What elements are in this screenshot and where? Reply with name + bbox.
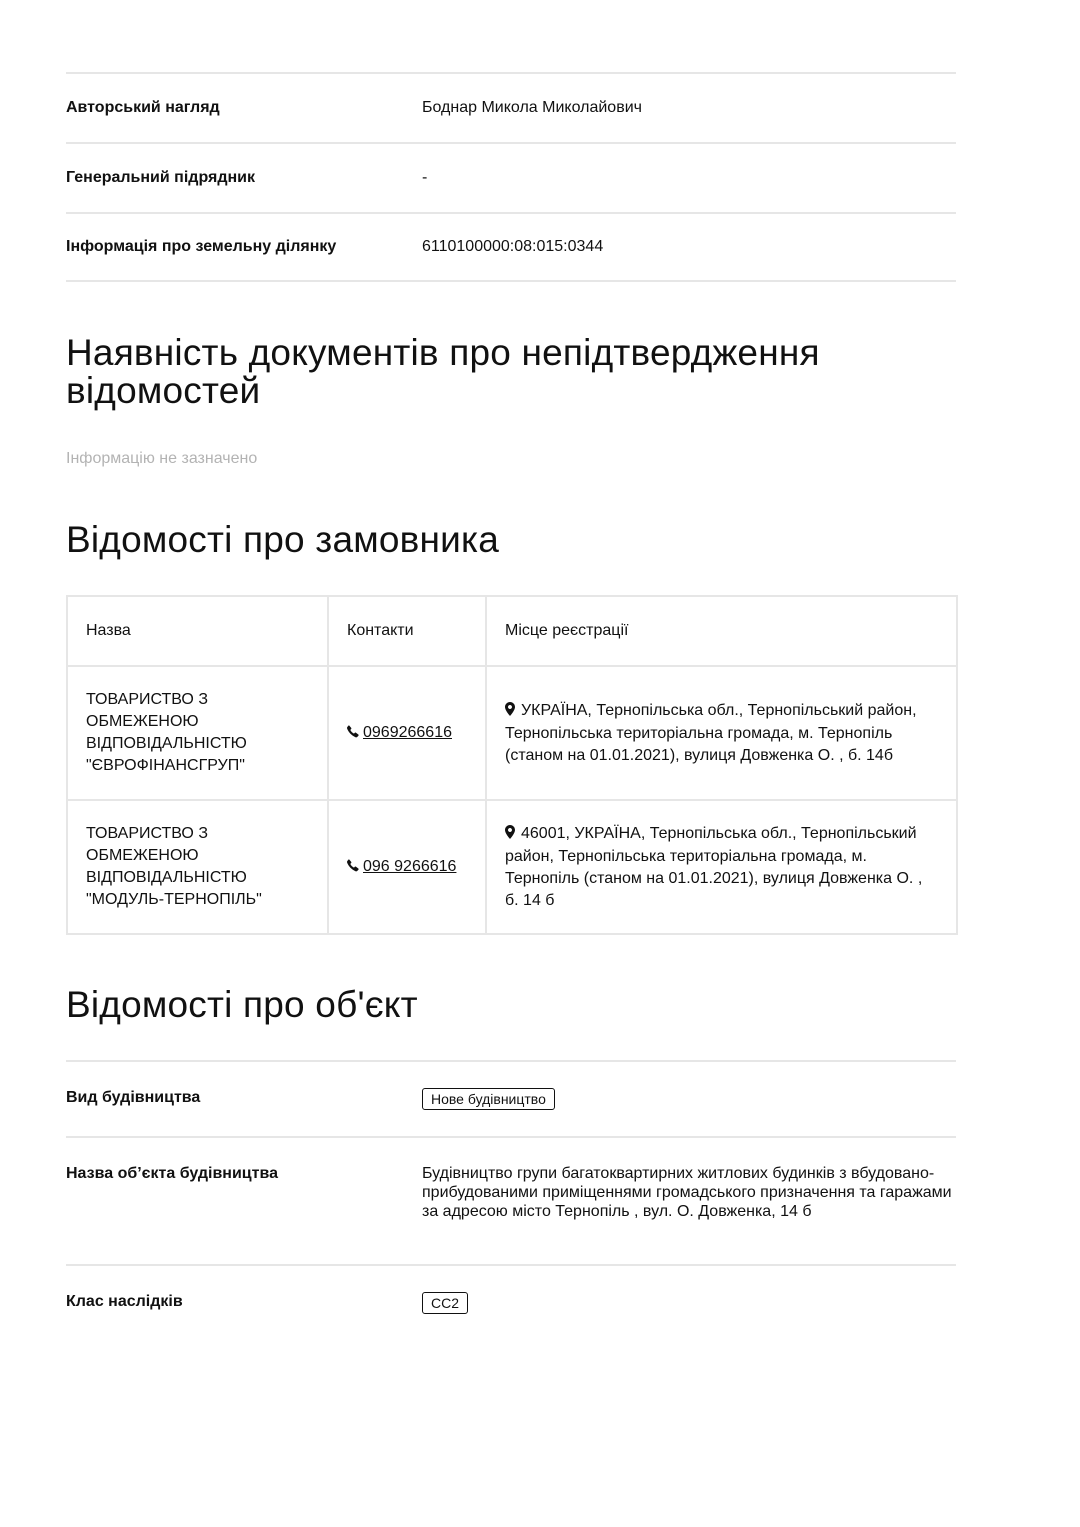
kv-row-construction-type [66, 1060, 956, 1136]
construction-type-badge: Нове будівництво [422, 1088, 555, 1110]
section-title-disclaimer: Наявність документів про непідтвердження відомостей [66, 332, 820, 411]
phone-link[interactable]: 0969266616 [363, 723, 452, 741]
phone-icon [347, 857, 359, 879]
kv-value [422, 1292, 956, 1314]
kv-label: Генеральний підрядник [66, 169, 255, 186]
column-header-registration: Місце реєстрації [486, 596, 957, 666]
map-marker-icon [505, 701, 517, 723]
table-row [67, 666, 957, 800]
section-title-customer: Відомості про замовника [66, 519, 499, 560]
kv-value: Будівництво групи багатоквартирних житлових будинків з вбудовано-прибудованими приміщеннями громадського призначення та гаражами за адресою місто Тернопіль , вул. О. Довженка, 14 б [422, 1165, 952, 1220]
customer-table [66, 595, 958, 935]
kv-value [422, 1088, 956, 1110]
object-details [66, 1060, 956, 1334]
column-header-name: Назва [67, 596, 328, 666]
table-header-row [67, 596, 957, 666]
kv-label: Клас наслідків [66, 1293, 183, 1310]
phone-icon [347, 723, 359, 745]
map-marker-icon [505, 824, 517, 846]
customer-name: ТОВАРИСТВО З ОБМЕЖЕНОЮ ВІДПОВІДАЛЬНІСТЮ "МОДУЛЬ-ТЕРНОПІЛЬ" [67, 800, 328, 934]
consequence-class-badge: СС2 [422, 1292, 468, 1314]
customer-name: ТОВАРИСТВО З ОБМЕЖЕНОЮ ВІДПОВІДАЛЬНІСТЮ "ЄВРОФІНАНСГРУП" [67, 666, 328, 800]
phone-link[interactable]: 096 9266616 [363, 857, 457, 875]
kv-label: Інформація про земельну ділянку [66, 238, 337, 255]
no-info-note: Інформацію не зазначено [66, 450, 258, 467]
participants-list [66, 72, 956, 282]
kv-row-general-contractor [66, 142, 956, 212]
kv-row-author-supervision [66, 72, 956, 142]
kv-value: Боднар Микола Миколайович [422, 99, 642, 116]
kv-label: Назва об’єкта будівництва [66, 1165, 278, 1182]
customer-address [486, 666, 957, 800]
kv-value: - [422, 169, 428, 186]
customer-address [486, 800, 957, 934]
kv-label: Авторський нагляд [66, 99, 220, 116]
customer-contact [328, 800, 486, 934]
kv-row-consequence-class [66, 1264, 956, 1334]
kv-row-object-name [66, 1136, 956, 1264]
kv-row-land-plot [66, 212, 956, 282]
address-text: 46001, УКРАЇНА, Тернопільська обл., Тернопільський район, Тернопільська територіальна громада, м. Тернопіль (станом на 01.01.2021), вулиця Довженка О. , б. 14 б [505, 824, 923, 909]
column-header-contacts: Контакти [328, 596, 486, 666]
table-row [67, 800, 957, 934]
address-text: УКРАЇНА, Тернопільська обл., Тернопільський район, Тернопільська територіальна громада, м. Тернопіль (станом на 01.01.2021), вулиця Довженка О. , б. 14б [505, 701, 917, 764]
customer-contact [328, 666, 486, 800]
section-title-object: Відомості про об'єкт [66, 984, 418, 1025]
kv-value: 6110100000:08:015:0344 [422, 238, 604, 255]
kv-label: Вид будівництва [66, 1089, 201, 1106]
